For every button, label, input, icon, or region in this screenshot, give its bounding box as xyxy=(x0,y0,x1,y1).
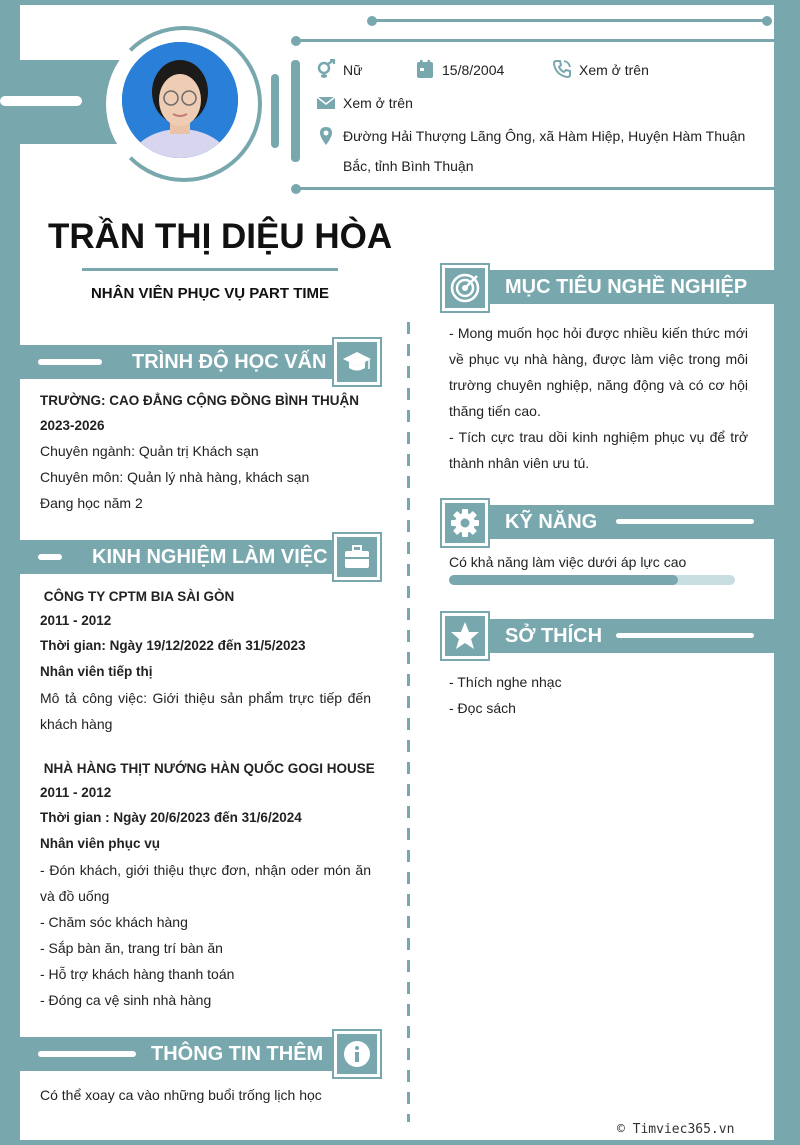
graduation-cap-icon xyxy=(342,347,372,377)
education-period: 2023-2026 xyxy=(40,418,105,433)
target-icon xyxy=(449,272,481,304)
education-school: TRƯỜNG: CAO ĐẲNG CỘNG ĐỒNG BÌNH THUẬN xyxy=(40,393,359,408)
objective-line: - Mong muốn học hỏi được nhiều kiến thức mới xyxy=(449,325,748,341)
briefcase-icon xyxy=(342,542,372,572)
header-divider-short xyxy=(271,74,279,148)
job-2-desc-line: - Hỗ trợ khách hàng thanh toán xyxy=(40,966,235,982)
experience-heading: KINH NGHIỆM LÀM VIỆC xyxy=(92,546,328,568)
avatar xyxy=(122,42,238,158)
experience-bar-pill xyxy=(38,554,62,560)
hobbies-heading: SỞ THÍCH xyxy=(505,625,603,647)
job-1-desc-line: Mô tả công việc: Giới thiệu sản phẩm trực tiếp đến xyxy=(40,690,371,706)
header-divider-long xyxy=(291,60,300,162)
job-1-company: CÔNG TY CPTM BIA SÀI GÒN xyxy=(40,589,235,604)
extra-text: Có thể xoay ca vào những buổi trống lịch học xyxy=(40,1087,322,1103)
education-heading: TRÌNH ĐỘ HỌC VẤN xyxy=(132,351,327,373)
address-line-1: Đường Hải Thượng Lãng Ông, xã Hàm Hiệp, Huyện Hàm Thuận xyxy=(343,128,746,144)
skills-heading: KỸ NĂNG xyxy=(505,511,598,533)
gear-icon xyxy=(449,507,481,539)
top-line xyxy=(372,19,768,22)
mail-icon xyxy=(316,93,336,113)
extra-heading: THÔNG TIN THÊM xyxy=(151,1043,324,1065)
experience-icon-box xyxy=(334,534,380,580)
job-2-desc-line: và đồ uống xyxy=(40,888,110,904)
skill-track xyxy=(449,575,735,585)
column-separator xyxy=(407,322,410,1122)
footer-credit: © Timviec365.vn xyxy=(617,1122,735,1137)
calendar-icon xyxy=(415,59,435,79)
hobbies-header-bar xyxy=(450,619,774,653)
objective-line: trường chuyên nghiệp, năng động và có cơ hội xyxy=(449,377,748,393)
skills-icon-box xyxy=(442,500,488,546)
skills-bar-pill xyxy=(616,519,754,524)
hobby-item: - Đọc sách xyxy=(449,700,516,716)
extra-header-bar xyxy=(20,1037,342,1071)
name-underline xyxy=(82,268,338,271)
job-1-desc-line: khách hàng xyxy=(40,716,113,732)
contact-top-line xyxy=(296,39,774,42)
location-icon xyxy=(316,126,336,146)
education-header-bar xyxy=(20,345,342,379)
skill-fill xyxy=(449,575,678,585)
objective-line: thành nhân viên ưu tú. xyxy=(449,455,590,471)
header-pill xyxy=(0,96,82,106)
job-2-desc-line: - Đón khách, giới thiệu thực đơn, nhận oder món ăn xyxy=(40,862,371,878)
job-2-years: 2011 - 2012 xyxy=(40,785,112,800)
extra-icon-box xyxy=(334,1031,380,1077)
objective-header-bar xyxy=(450,270,774,304)
job-title: NHÂN VIÊN PHỤC VỤ PART TIME xyxy=(90,285,330,302)
job-1-role: Nhân viên tiếp thị xyxy=(40,664,153,679)
experience-header-bar xyxy=(20,540,342,574)
skills-header-bar xyxy=(450,505,774,539)
contact-bottom-line xyxy=(296,187,774,190)
email-value: Xem ở trên xyxy=(343,95,413,111)
job-2-desc-line: - Đóng ca vệ sinh nhà hàng xyxy=(40,992,212,1008)
education-status: Đang học năm 2 xyxy=(40,495,143,511)
job-2-company: NHÀ HÀNG THỊT NƯỚNG HÀN QUỐC GOGI HOUSE xyxy=(40,761,375,776)
education-bar-pill xyxy=(38,359,102,365)
education-icon-box xyxy=(334,339,380,385)
education-major: Chuyên ngành: Quản trị Khách sạn xyxy=(40,443,259,459)
hobbies-icon-box xyxy=(442,613,488,659)
gender-value: Nữ xyxy=(343,62,363,78)
objective-icon-box xyxy=(442,265,488,311)
top-line-end-dot xyxy=(762,16,772,26)
birthday-value: 15/8/2004 xyxy=(442,62,505,78)
star-icon xyxy=(449,620,481,652)
job-1-time: Thời gian: Ngày 19/12/2022 đến 31/5/2023 xyxy=(40,638,306,653)
candidate-name: TRẦN THỊ DIỆU HÒA xyxy=(48,217,393,256)
hobby-item: - Thích nghe nhạc xyxy=(449,674,562,690)
job-1-years: 2011 - 2012 xyxy=(40,613,112,628)
phone-value: Xem ở trên xyxy=(579,62,649,78)
objective-line: - Tích cực trau dồi kinh nghiệm phục vụ để trở xyxy=(449,429,748,445)
skill-name: Có khả năng làm việc dưới áp lực cao xyxy=(449,554,687,570)
gender-icon xyxy=(316,59,336,79)
education-specialty: Chuyên môn: Quản lý nhà hàng, khách sạn xyxy=(40,469,310,485)
job-2-desc-line: - Chăm sóc khách hàng xyxy=(40,914,188,930)
objective-line: về phục vụ nhà hàng, được làm việc trong môi xyxy=(449,351,748,367)
job-2-desc-line: - Sắp bàn ăn, trang trí bàn ăn xyxy=(40,940,223,956)
job-2-role: Nhân viên phục vụ xyxy=(40,836,161,851)
objective-heading: MỤC TIÊU NGHỀ NGHIỆP xyxy=(505,276,748,298)
phone-icon xyxy=(552,59,572,79)
extra-bar-pill xyxy=(38,1051,136,1057)
address-line-2: Bắc, tỉnh Bình Thuận xyxy=(343,158,474,174)
info-icon xyxy=(342,1039,372,1069)
objective-line: thăng tiến cao. xyxy=(449,403,541,419)
job-2-time: Thời gian : Ngày 20/6/2023 đến 31/6/2024 xyxy=(40,810,302,825)
hobbies-bar-pill xyxy=(616,633,754,638)
